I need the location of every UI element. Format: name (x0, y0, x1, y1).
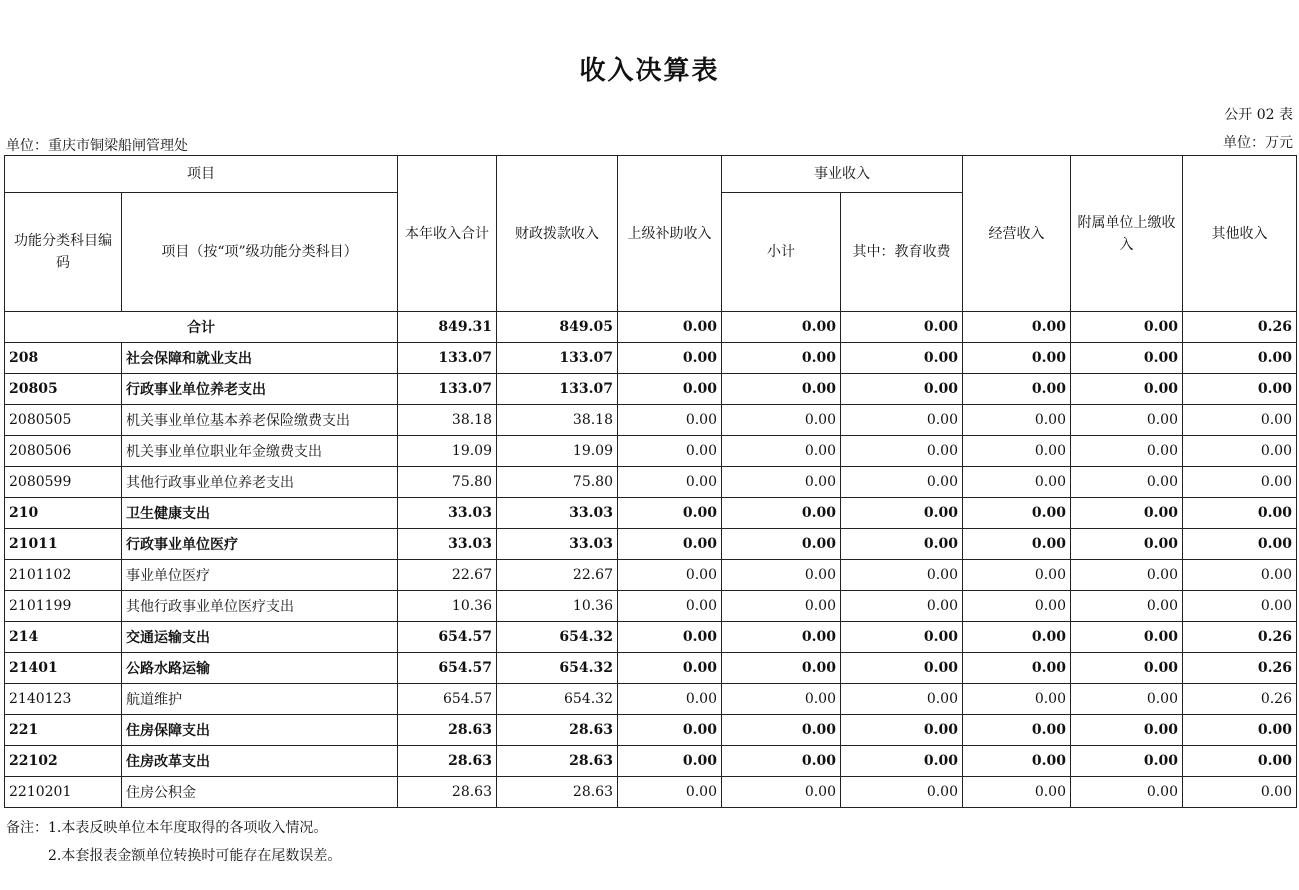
amount-cell: 0.00 (618, 591, 722, 622)
amount-cell: 0.00 (722, 529, 841, 560)
table-row (5, 343, 1297, 374)
amount-cell: 0.00 (618, 715, 722, 746)
amount-cell: 0.00 (1071, 405, 1183, 436)
amount-cell: 0.00 (841, 374, 963, 405)
item-name-cell: 其他行政事业单位养老支出 (122, 467, 398, 498)
total-cell: 0.00 (722, 312, 841, 343)
amount-cell: 0.00 (963, 498, 1071, 529)
amount-cell: 0.00 (963, 436, 1071, 467)
amount-cell: 0.00 (1183, 746, 1297, 777)
note-1: 备注：1.本表反映单位本年度取得的各项收入情况。 (6, 820, 328, 836)
amount-cell: 0.00 (1071, 777, 1183, 808)
amount-cell: 0.26 (1183, 684, 1297, 715)
amount-cell: 0.00 (722, 715, 841, 746)
amount-cell: 0.00 (618, 777, 722, 808)
func-code-cell: 2101102 (5, 560, 122, 591)
amount-cell: 0.00 (618, 529, 722, 560)
amount-cell: 0.00 (722, 653, 841, 684)
func-code-cell: 2210201 (5, 777, 122, 808)
amount-cell: 0.00 (722, 684, 841, 715)
currency-unit: 单位：万元 (1223, 135, 1293, 151)
header-affiliated: 附属单位上缴收入 (1071, 156, 1183, 312)
amount-cell: 0.00 (1183, 591, 1297, 622)
item-name-cell: 事业单位医疗 (122, 560, 398, 591)
header-annual-total: 本年收入合计 (398, 156, 497, 312)
amount-cell: 28.63 (398, 746, 497, 777)
amount-cell: 0.00 (963, 653, 1071, 684)
amount-cell: 10.36 (398, 591, 497, 622)
amount-cell: 0.00 (722, 560, 841, 591)
header-func-code: 功能分类科目编码 (5, 193, 122, 312)
amount-cell: 0.00 (841, 498, 963, 529)
table-row (5, 467, 1297, 498)
amount-cell: 0.00 (618, 498, 722, 529)
note-2: 2.本套报表金额单位转换时可能存在尾数误差。 (48, 848, 342, 864)
amount-cell: 0.00 (841, 467, 963, 498)
amount-cell: 33.03 (497, 529, 618, 560)
func-code-cell: 2080505 (5, 405, 122, 436)
amount-cell: 0.00 (1071, 343, 1183, 374)
amount-cell: 133.07 (497, 374, 618, 405)
amount-cell: 0.00 (841, 653, 963, 684)
amount-cell: 0.00 (841, 622, 963, 653)
amount-cell: 0.00 (1183, 436, 1297, 467)
amount-cell: 28.63 (398, 777, 497, 808)
amount-cell: 0.00 (963, 529, 1071, 560)
amount-cell: 0.00 (618, 746, 722, 777)
amount-cell: 0.00 (722, 374, 841, 405)
amount-cell: 0.00 (1183, 374, 1297, 405)
amount-cell: 0.26 (1183, 653, 1297, 684)
item-name-cell: 公路水路运输 (122, 653, 398, 684)
item-name-cell: 社会保障和就业支出 (122, 343, 398, 374)
item-name-cell: 住房改革支出 (122, 746, 398, 777)
amount-cell: 38.18 (497, 405, 618, 436)
amount-cell: 0.00 (722, 591, 841, 622)
total-cell: 0.00 (841, 312, 963, 343)
amount-cell: 0.00 (618, 343, 722, 374)
amount-cell: 0.00 (722, 746, 841, 777)
amount-cell: 75.80 (497, 467, 618, 498)
total-cell: 0.00 (963, 312, 1071, 343)
amount-cell: 0.00 (963, 715, 1071, 746)
table-row (5, 622, 1297, 653)
amount-cell: 0.00 (1071, 684, 1183, 715)
amount-cell: 28.63 (497, 715, 618, 746)
amount-cell: 0.00 (618, 374, 722, 405)
amount-cell: 133.07 (497, 343, 618, 374)
amount-cell: 22.67 (497, 560, 618, 591)
item-name-cell: 交通运输支出 (122, 622, 398, 653)
amount-cell: 0.26 (1183, 622, 1297, 653)
amount-cell: 0.00 (963, 560, 1071, 591)
amount-cell: 654.57 (398, 622, 497, 653)
item-name-cell: 航道维护 (122, 684, 398, 715)
func-code-cell: 214 (5, 622, 122, 653)
amount-cell: 0.00 (963, 591, 1071, 622)
amount-cell: 0.00 (1183, 343, 1297, 374)
amount-cell: 0.00 (1183, 529, 1297, 560)
table-row (5, 684, 1297, 715)
table-row (5, 498, 1297, 529)
func-code-cell: 2140123 (5, 684, 122, 715)
amount-cell: 0.00 (841, 746, 963, 777)
header-fiscal: 财政拨款收入 (497, 156, 618, 312)
amount-cell: 0.00 (1071, 374, 1183, 405)
amount-cell: 33.03 (497, 498, 618, 529)
func-code-cell: 210 (5, 498, 122, 529)
amount-cell: 0.00 (722, 343, 841, 374)
func-code-cell: 208 (5, 343, 122, 374)
func-code-cell: 2101199 (5, 591, 122, 622)
amount-cell: 0.00 (618, 467, 722, 498)
table-row (5, 746, 1297, 777)
func-code-cell: 21011 (5, 529, 122, 560)
amount-cell: 0.00 (722, 498, 841, 529)
amount-cell: 0.00 (963, 405, 1071, 436)
amount-cell: 133.07 (398, 374, 497, 405)
amount-cell: 0.00 (963, 684, 1071, 715)
amount-cell: 0.00 (1071, 498, 1183, 529)
header-business: 事业收入 (722, 156, 963, 193)
form-code: 公开 02 表 (1224, 107, 1293, 123)
func-code-cell: 221 (5, 715, 122, 746)
table-row (5, 374, 1297, 405)
amount-cell: 0.00 (1071, 653, 1183, 684)
amount-cell: 19.09 (398, 436, 497, 467)
amount-cell: 0.00 (841, 777, 963, 808)
amount-cell: 0.00 (1071, 436, 1183, 467)
header-item-name: 项目（按“项”级功能分类科目） (122, 193, 398, 312)
amount-cell: 0.00 (722, 436, 841, 467)
amount-cell: 0.00 (1183, 777, 1297, 808)
table-row (5, 436, 1297, 467)
table-row (5, 591, 1297, 622)
table-row (5, 529, 1297, 560)
amount-cell: 33.03 (398, 529, 497, 560)
amount-cell: 0.00 (722, 467, 841, 498)
total-cell: 849.05 (497, 312, 618, 343)
amount-cell: 0.00 (1071, 560, 1183, 591)
table-row (5, 715, 1297, 746)
table-row (5, 653, 1297, 684)
amount-cell: 0.00 (963, 343, 1071, 374)
amount-cell: 0.00 (963, 777, 1071, 808)
amount-cell: 133.07 (398, 343, 497, 374)
amount-cell: 0.00 (841, 715, 963, 746)
amount-cell: 0.00 (1071, 715, 1183, 746)
amount-cell: 654.57 (398, 684, 497, 715)
total-row (5, 312, 1297, 343)
func-code-cell: 20805 (5, 374, 122, 405)
item-name-cell: 其他行政事业单位医疗支出 (122, 591, 398, 622)
amount-cell: 654.32 (497, 653, 618, 684)
amount-cell: 0.00 (618, 560, 722, 591)
table-row (5, 405, 1297, 436)
amount-cell: 654.57 (398, 653, 497, 684)
amount-cell: 0.00 (722, 405, 841, 436)
table-row (5, 560, 1297, 591)
item-name-cell: 机关事业单位基本养老保险缴费支出 (122, 405, 398, 436)
amount-cell: 0.00 (841, 684, 963, 715)
amount-cell: 0.00 (963, 374, 1071, 405)
amount-cell: 0.00 (1183, 498, 1297, 529)
amount-cell: 0.00 (1071, 591, 1183, 622)
amount-cell: 28.63 (497, 746, 618, 777)
item-name-cell: 卫生健康支出 (122, 498, 398, 529)
page-title: 收入决算表 (579, 56, 720, 86)
amount-cell: 0.00 (1071, 746, 1183, 777)
amount-cell: 28.63 (398, 715, 497, 746)
func-code-cell: 2080599 (5, 467, 122, 498)
amount-cell: 75.80 (398, 467, 497, 498)
amount-cell: 0.00 (1071, 622, 1183, 653)
header-project: 项目 (5, 156, 398, 193)
total-cell: 849.31 (398, 312, 497, 343)
item-name-cell: 行政事业单位医疗 (122, 529, 398, 560)
amount-cell: 0.00 (841, 343, 963, 374)
func-code-cell: 21401 (5, 653, 122, 684)
amount-cell: 0.00 (963, 746, 1071, 777)
total-cell: 0.00 (618, 312, 722, 343)
header-other: 其他收入 (1183, 156, 1297, 312)
amount-cell: 0.00 (618, 622, 722, 653)
notes (6, 814, 341, 870)
amount-cell: 28.63 (497, 777, 618, 808)
amount-cell: 654.32 (497, 622, 618, 653)
amount-cell: 0.00 (722, 622, 841, 653)
income-table (4, 155, 1297, 808)
amount-cell: 38.18 (398, 405, 497, 436)
amount-cell: 33.03 (398, 498, 497, 529)
header-education: 其中：教育收费 (841, 193, 963, 312)
amount-cell: 10.36 (497, 591, 618, 622)
amount-cell: 0.00 (841, 405, 963, 436)
item-name-cell: 住房保障支出 (122, 715, 398, 746)
total-cell: 0.26 (1183, 312, 1297, 343)
func-code-cell: 22102 (5, 746, 122, 777)
amount-cell: 0.00 (963, 467, 1071, 498)
amount-cell: 0.00 (1183, 467, 1297, 498)
amount-cell: 0.00 (618, 405, 722, 436)
amount-cell: 0.00 (1183, 715, 1297, 746)
header-superior: 上级补助收入 (618, 156, 722, 312)
amount-cell: 22.67 (398, 560, 497, 591)
header-subtotal: 小计 (722, 193, 841, 312)
amount-cell: 0.00 (1183, 405, 1297, 436)
amount-cell: 0.00 (841, 529, 963, 560)
reporting-unit: 单位：重庆市铜梁船闸管理处 (6, 138, 188, 154)
amount-cell: 0.00 (841, 436, 963, 467)
amount-cell: 0.00 (1183, 560, 1297, 591)
table-row (5, 777, 1297, 808)
amount-cell: 0.00 (963, 622, 1071, 653)
header-operating: 经营收入 (963, 156, 1071, 312)
amount-cell: 0.00 (618, 684, 722, 715)
amount-cell: 0.00 (618, 653, 722, 684)
item-name-cell: 机关事业单位职业年金缴费支出 (122, 436, 398, 467)
amount-cell: 0.00 (841, 560, 963, 591)
item-name-cell: 行政事业单位养老支出 (122, 374, 398, 405)
amount-cell: 0.00 (841, 591, 963, 622)
amount-cell: 0.00 (618, 436, 722, 467)
amount-cell: 0.00 (722, 777, 841, 808)
total-cell: 0.00 (1071, 312, 1183, 343)
func-code-cell: 2080506 (5, 436, 122, 467)
amount-cell: 654.32 (497, 684, 618, 715)
total-label: 合计 (5, 312, 398, 343)
amount-cell: 0.00 (1071, 529, 1183, 560)
item-name-cell: 住房公积金 (122, 777, 398, 808)
amount-cell: 19.09 (497, 436, 618, 467)
amount-cell: 0.00 (1071, 467, 1183, 498)
